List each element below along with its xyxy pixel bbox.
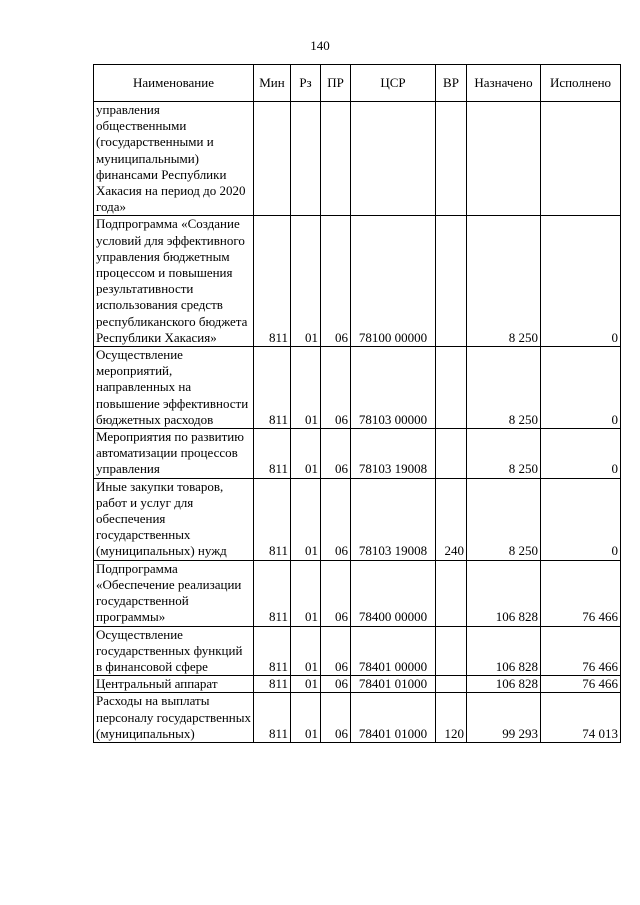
cell-csr: 78103 00000 [351, 347, 436, 429]
header-csr: ЦСР [351, 65, 436, 102]
cell-name: Осуществление мероприятий, направленных на повышение эффективности бюджетных расходов [94, 347, 254, 429]
cell-min: 811 [254, 216, 291, 347]
header-assigned: Назначено [467, 65, 541, 102]
cell-vr: 120 [436, 693, 467, 743]
cell-executed: 0 [541, 478, 621, 560]
header-name: Наименование [94, 65, 254, 102]
cell-rz: 01 [291, 693, 321, 743]
table-row [94, 102, 621, 216]
cell-name: Расходы на выплаты персоналу государственных (муниципальных) [94, 693, 254, 743]
header-pr: ПР [321, 65, 351, 102]
table-row [94, 560, 621, 626]
table-row [94, 478, 621, 560]
cell-assigned: 8 250 [467, 347, 541, 429]
cell-pr: 06 [321, 693, 351, 743]
cell-assigned: 99 293 [467, 693, 541, 743]
cell-vr [436, 102, 467, 216]
cell-rz: 01 [291, 478, 321, 560]
cell-vr: 240 [436, 478, 467, 560]
cell-csr: 78400 00000 [351, 560, 436, 626]
cell-pr: 06 [321, 347, 351, 429]
table-row [94, 347, 621, 429]
cell-assigned: 8 250 [467, 478, 541, 560]
budget-table [93, 64, 621, 743]
cell-executed: 0 [541, 216, 621, 347]
cell-executed: 0 [541, 429, 621, 479]
cell-vr [436, 347, 467, 429]
cell-min: 811 [254, 347, 291, 429]
cell-executed: 74 013 [541, 693, 621, 743]
cell-csr: 78401 00000 [351, 626, 436, 676]
cell-csr: 78401 01000 [351, 676, 436, 693]
cell-rz: 01 [291, 676, 321, 693]
cell-name: Иные закупки товаров, работ и услуг для обеспечения государственных (муниципальных) нужд [94, 478, 254, 560]
table-body [94, 102, 621, 743]
cell-executed: 0 [541, 347, 621, 429]
cell-vr [436, 216, 467, 347]
table-row [94, 429, 621, 479]
header-rz: Рз [291, 65, 321, 102]
cell-assigned: 106 828 [467, 676, 541, 693]
cell-csr: 78401 01000 [351, 693, 436, 743]
cell-rz: 01 [291, 429, 321, 479]
cell-rz: 01 [291, 560, 321, 626]
cell-csr: 78103 19008 [351, 478, 436, 560]
cell-vr [436, 560, 467, 626]
cell-assigned: 8 250 [467, 216, 541, 347]
page-number: 140 [310, 38, 330, 53]
cell-csr: 78100 00000 [351, 216, 436, 347]
header-min: Мин [254, 65, 291, 102]
cell-min: 811 [254, 676, 291, 693]
table-row [94, 626, 621, 676]
header-vr: ВР [436, 65, 467, 102]
cell-rz: 01 [291, 216, 321, 347]
cell-pr: 06 [321, 626, 351, 676]
cell-rz [291, 102, 321, 216]
table-header-row [94, 65, 621, 102]
cell-name: Осуществление государственных функций в финансовой сфере [94, 626, 254, 676]
cell-pr: 06 [321, 560, 351, 626]
cell-executed [541, 102, 621, 216]
cell-vr [436, 676, 467, 693]
cell-executed: 76 466 [541, 626, 621, 676]
cell-pr: 06 [321, 676, 351, 693]
cell-vr [436, 429, 467, 479]
cell-min: 811 [254, 478, 291, 560]
table-row [94, 676, 621, 693]
cell-name: управления общественными (государственными и муниципальными) финансами Республики Хакасия на период до 2020 года» [94, 102, 254, 216]
cell-pr: 06 [321, 478, 351, 560]
cell-assigned: 106 828 [467, 626, 541, 676]
cell-pr: 06 [321, 429, 351, 479]
cell-assigned: 106 828 [467, 560, 541, 626]
header-executed: Исполнено [541, 65, 621, 102]
cell-vr [436, 626, 467, 676]
cell-pr: 06 [321, 216, 351, 347]
cell-min: 811 [254, 429, 291, 479]
cell-rz: 01 [291, 626, 321, 676]
cell-assigned [467, 102, 541, 216]
cell-csr: 78103 19008 [351, 429, 436, 479]
cell-min [254, 102, 291, 216]
cell-csr [351, 102, 436, 216]
cell-name: Подпрограмма «Создание условий для эффективного управления бюджетным процессом и повышения результативности использования средств республиканского бюджета Республики Хакасия» [94, 216, 254, 347]
cell-executed: 76 466 [541, 560, 621, 626]
cell-min: 811 [254, 626, 291, 676]
cell-executed: 76 466 [541, 676, 621, 693]
cell-pr [321, 102, 351, 216]
table-row [94, 216, 621, 347]
table-row [94, 693, 621, 743]
cell-min: 811 [254, 693, 291, 743]
cell-rz: 01 [291, 347, 321, 429]
cell-min: 811 [254, 560, 291, 626]
cell-name: Центральный аппарат [94, 676, 254, 693]
cell-name: Мероприятия по развитию автоматизации процессов управления [94, 429, 254, 479]
cell-name: Подпрограмма «Обеспечение реализации государственной программы» [94, 560, 254, 626]
cell-assigned: 8 250 [467, 429, 541, 479]
